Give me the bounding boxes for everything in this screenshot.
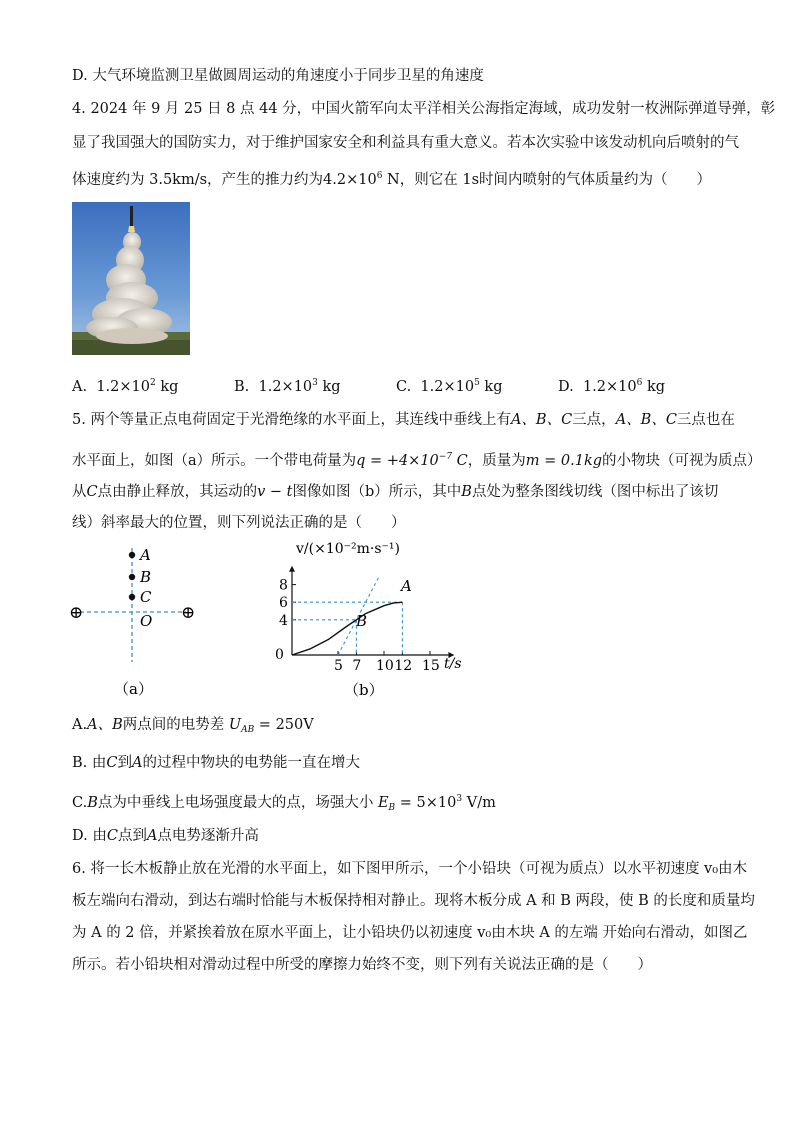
figure-b-vt-chart	[270, 535, 470, 705]
vt-curve	[292, 602, 402, 655]
q6-text-line1: 6. 将一长木板静止放在光滑的水平面上，如下图甲所示，一个小铅块（可视为质点）以水平初速度 v₀由木	[72, 861, 748, 877]
x-tick-label: 12	[394, 658, 413, 674]
chart-origin-label: 0	[275, 647, 284, 663]
x-tick-label: 15	[422, 658, 440, 674]
chart-xlabel: t/s	[444, 656, 462, 672]
label-b: B	[140, 568, 152, 586]
q4-option-d[interactable]: D. $1.2\times 10^6$ kg	[558, 378, 666, 395]
point-b-dot	[129, 574, 135, 580]
q6-text-line2: 板左端向右滑动，到达右端时恰能与木板保持相对静止。现将木板分成 A 和 B 两段，使 B 的长度和质量均	[72, 893, 755, 909]
positive-charge-right-icon: ⊕	[181, 603, 196, 623]
figure-b-caption: （b）	[344, 681, 384, 699]
q5-option-c[interactable]: C.B点为中垂线上电场强度最大的点，场强大小 $E_B = 5\times 10^3$ V/m	[72, 794, 496, 813]
figure-a	[60, 540, 210, 705]
chart-point-a-label: A	[401, 577, 412, 595]
label-c: C	[140, 588, 152, 606]
x-tick-label: 5	[334, 658, 343, 674]
q4-option-c[interactable]: C. $1.2\times 10^5$ kg	[396, 378, 503, 395]
q4-option-b[interactable]: B. $1.2\times 10^3$ kg	[234, 378, 341, 395]
q6-text-line4: 所示。若小铅块相对滑动过程中所受的摩擦力始终不变，则下列有关说法正确的是（ ）	[72, 957, 652, 973]
q5-text-line4: 线）斜率最大的位置，则下列说法正确的是（ ）	[72, 515, 406, 531]
q5-text-line1: 5. 两个等量正点电荷固定于光滑绝缘的水平面上，其连线中垂线上有A、B、C三点，A、B、C三点也在	[72, 412, 735, 428]
q4-text-line1: 4. 2024 年 9 月 25 日 8 点 44 分，中国火箭军向太平洋相关公海指定海域，成功发射一枚洲际弹道导弹，彰	[72, 101, 776, 117]
chart-point-b-label: B	[356, 612, 368, 630]
q3-option-d: D. 大气环境监测卫星做圆周运动的角速度小于同步卫星的角速度	[72, 68, 484, 84]
tangent-line	[338, 576, 379, 655]
charge-value: $q = +4\times 10^{-7}$ C	[356, 452, 468, 469]
q4-option-a[interactable]: A. $1.2\times 10^2$ kg	[72, 378, 179, 395]
x-tick-label: 10	[376, 658, 394, 674]
chart-ylabel: v/(×10⁻²m·s⁻¹)	[296, 541, 401, 557]
q5-text-line3: 从C点由静止释放，其运动的v − t图像如图（b）所示，其中B点处为整条图线切线（图中标出了该切	[72, 484, 719, 500]
thrust-value: $4.2\times 10^6$ N	[323, 171, 400, 188]
figure-a-caption: （a）	[114, 680, 153, 698]
label-o: O	[140, 612, 153, 630]
point-c-dot	[129, 594, 135, 600]
q5-option-d[interactable]: D. 由C点到A点电势逐渐升高	[72, 828, 259, 844]
label-a: A	[140, 546, 151, 564]
q5-option-b[interactable]: B. 由C到A的过程中物块的电势能一直在增大	[72, 755, 360, 771]
q4-text-line2: 显了我国强大的国防实力，对于维护国家安全和利益具有重大意义。若本次实验中该发动机向后喷射的气	[72, 135, 739, 151]
q4-text-line3: 体速度约为 3.5km/s，产生的推力约为$4.2\times 10^6$ N，则它在 1s时间内喷射的气体质量约为（ ）	[72, 171, 712, 188]
positive-charge-left-icon: ⊕	[69, 603, 84, 623]
q5-option-a[interactable]: A.A、B两点间的电势差 $U_{AB} = 250V$	[72, 717, 314, 735]
y-tick-label: 8	[279, 577, 288, 594]
missile-launch-photo	[72, 202, 190, 355]
q5-text-line2: 水平面上，如图（a）所示。一个带电荷量为$q = +4\times 10^{-7}$ C，质量为m = 0.1kg的小物块（可视为质点）	[72, 452, 762, 469]
y-tick-label: 6	[279, 595, 288, 612]
y-tick-label: 4	[279, 612, 288, 629]
x-tick-label: 7	[352, 658, 362, 674]
q6-text-line3: 为 A 的 2 倍，并紧挨着放在原水平面上，让小铅块仍以初速度 v₀由木块 A 的左端 开始向右滑动，如图乙	[72, 925, 748, 941]
y-axis-arrow-icon	[289, 566, 295, 572]
point-a-dot	[129, 552, 135, 558]
